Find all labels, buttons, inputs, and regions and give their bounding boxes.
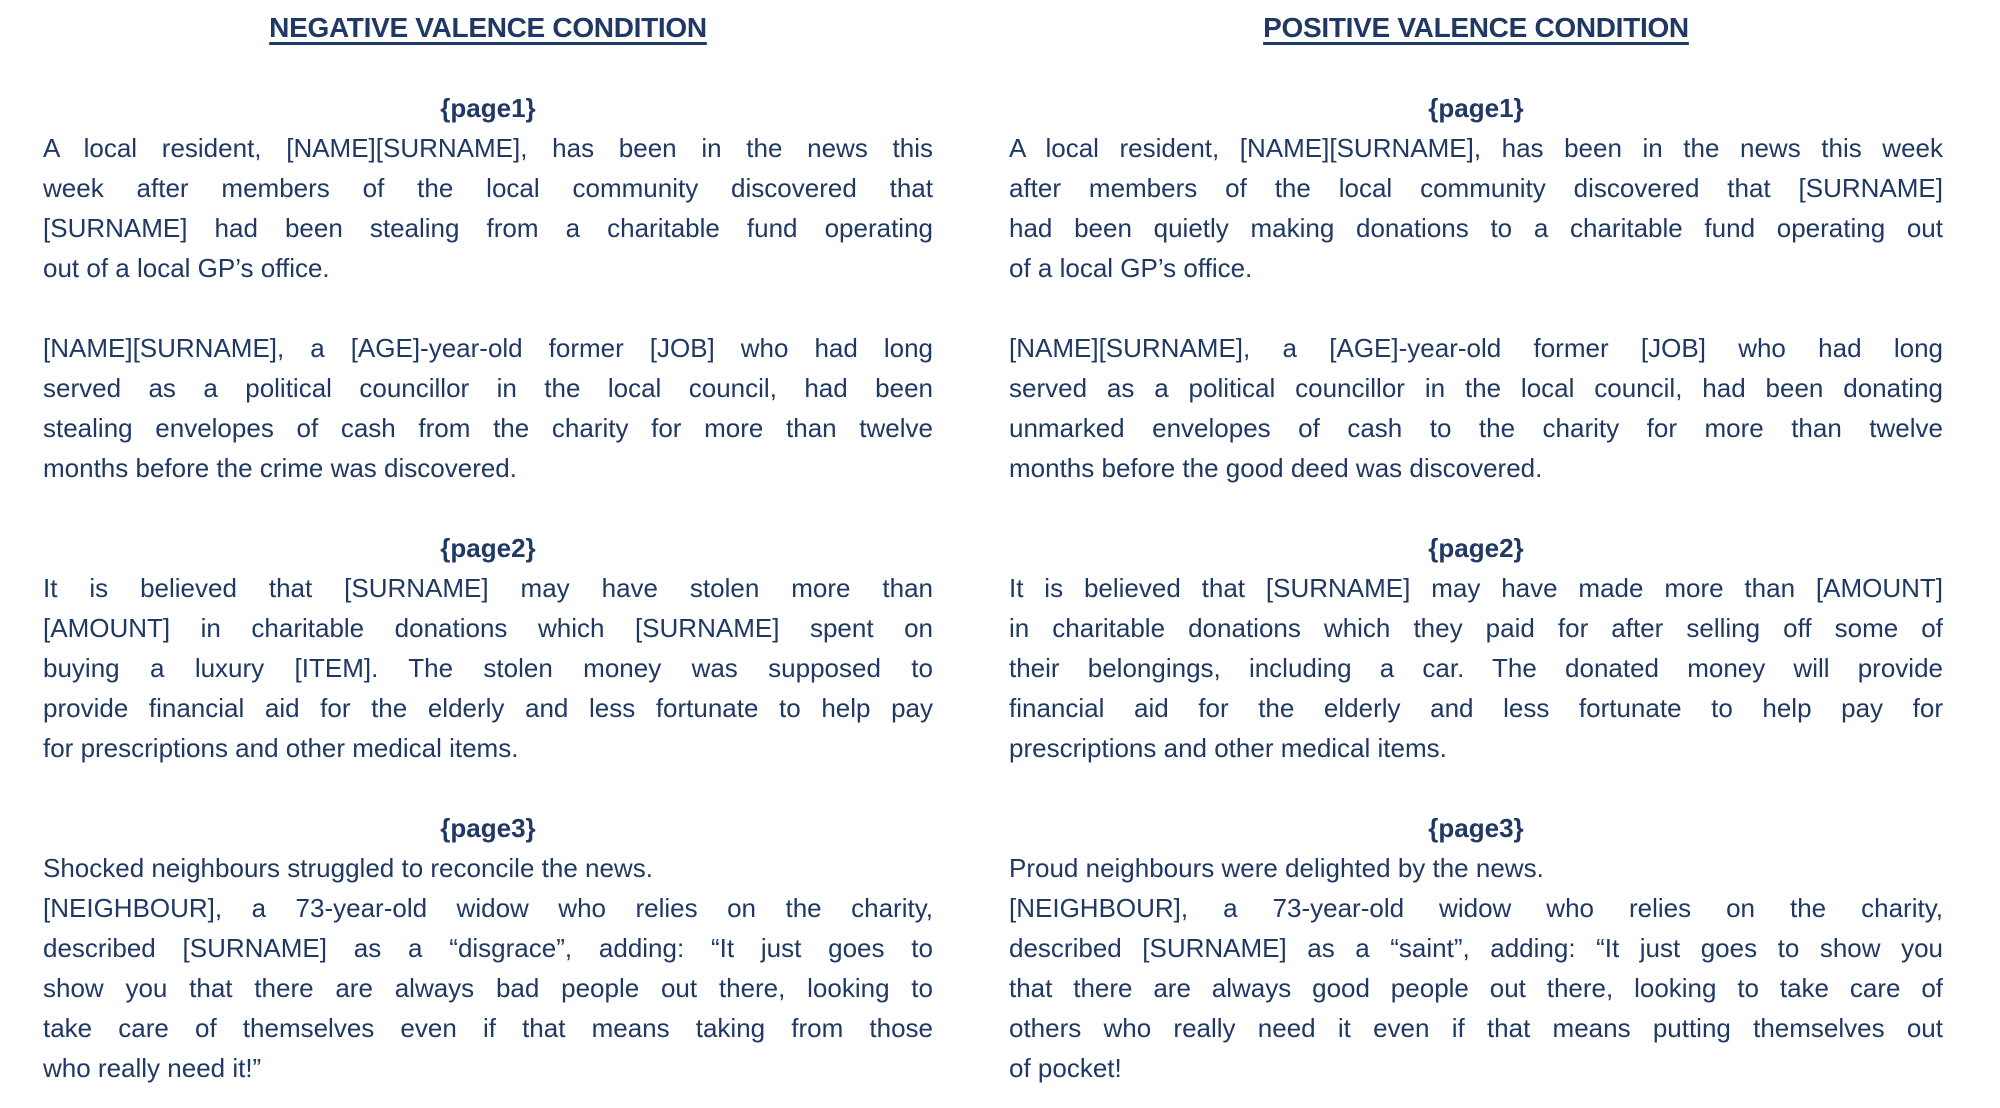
text-line: months before the good deed was discovered. (1009, 453, 1543, 483)
paragraph (1009, 848, 1943, 888)
page-label: {page3} (1428, 813, 1524, 843)
text-line: of pocket! (1009, 1053, 1122, 1083)
text-line: described [SURNAME] as a “disgrace”, adding: “It just goes to (43, 933, 933, 963)
page-label: {page3} (440, 813, 536, 843)
text-line: stealing envelopes of cash from the charity for more than twelve (43, 413, 933, 443)
paragraph (43, 888, 933, 1088)
text-line: show you that there are always bad people out there, looking to (43, 973, 933, 1003)
paragraph (1009, 888, 1943, 1088)
text-line: described [SURNAME] as a “saint”, adding: “It just goes to show you (1009, 933, 1943, 963)
text-line: A local resident, [NAME][SURNAME], has been in the news this (43, 133, 933, 163)
text-line: Proud neighbours were delighted by the news. (1009, 853, 1544, 883)
text-line: [AMOUNT] in charitable donations which [SURNAME] spent on (43, 613, 933, 643)
paragraph (1009, 328, 1943, 488)
text-line: out of a local GP’s office. (43, 253, 330, 283)
text-line: months before the crime was discovered. (43, 453, 517, 483)
page-label: {page2} (1428, 533, 1524, 563)
text-line: [NAME][SURNAME], a [AGE]-year-old former [JOB] who had long (1009, 333, 1943, 363)
section-page1 (1009, 88, 1943, 488)
text-line: others who really need it even if that means putting themselves out (1009, 1013, 1943, 1043)
text-line: their belongings, including a car. The donated money will provide (1009, 653, 1943, 683)
text-line: It is believed that [SURNAME] may have made more than [AMOUNT] (1009, 573, 1943, 603)
text-line: in charitable donations which they paid for after selling off some of (1009, 613, 1943, 643)
text-line: that there are always good people out there, looking to take care of (1009, 973, 1943, 1003)
text-line: week after members of the local community discovered that (43, 173, 933, 203)
text-line: take care of themselves even if that means taking from those (43, 1013, 933, 1043)
page-label: {page2} (440, 533, 536, 563)
text-line: Shocked neighbours struggled to reconcile the news. (43, 853, 653, 883)
text-line: [NEIGHBOUR], a 73-year-old widow who relies on the charity, (43, 893, 933, 923)
text-line: for prescriptions and other medical items. (43, 733, 519, 763)
text-line: [NAME][SURNAME], a [AGE]-year-old former [JOB] who had long (43, 333, 933, 363)
section-page1 (43, 88, 933, 488)
section-page2 (1009, 528, 1943, 768)
negative-column-title (43, 8, 933, 48)
text-line: served as a political councillor in the local council, had been (43, 373, 933, 403)
text-line: of a local GP’s office. (1009, 253, 1253, 283)
paragraph (43, 568, 933, 768)
text-line: served as a political councillor in the local council, had been donating (1009, 373, 1943, 403)
text-line: after members of the local community discovered that [SURNAME] (1009, 173, 1943, 203)
text-line: It is believed that [SURNAME] may have stolen more than (43, 573, 933, 603)
negative-valence-column (43, 8, 933, 1088)
page-label: {page1} (440, 93, 536, 123)
paragraph (43, 848, 933, 888)
positive-column-body (1009, 88, 1943, 1088)
text-line: had been quietly making donations to a charitable fund operating out (1009, 213, 1943, 243)
page-label: {page1} (1428, 93, 1524, 123)
text-line: prescriptions and other medical items. (1009, 733, 1447, 763)
text-line: [NEIGHBOUR], a 73-year-old widow who relies on the charity, (1009, 893, 1943, 923)
section-page3 (1009, 808, 1943, 1088)
text-line: buying a luxury [ITEM]. The stolen money was supposed to (43, 653, 933, 683)
paragraph (43, 128, 933, 288)
text-line: provide financial aid for the elderly and less fortunate to help pay (43, 693, 933, 723)
negative-column-title-text: NEGATIVE VALENCE CONDITION (269, 12, 707, 43)
text-line: unmarked envelopes of cash to the charity for more than twelve (1009, 413, 1943, 443)
section-page3 (43, 808, 933, 1088)
positive-column-title (1009, 8, 1943, 48)
section-page2 (43, 528, 933, 768)
paragraph (1009, 128, 1943, 288)
text-line: who really need it!” (43, 1053, 262, 1083)
text-line: [SURNAME] had been stealing from a charitable fund operating (43, 213, 933, 243)
paragraph (43, 328, 933, 488)
text-line: financial aid for the elderly and less fortunate to help pay for (1009, 693, 1943, 723)
positive-valence-column (1009, 8, 1943, 1088)
text-line: A local resident, [NAME][SURNAME], has been in the news this week (1009, 133, 1943, 163)
positive-column-title-text: POSITIVE VALENCE CONDITION (1263, 12, 1689, 43)
negative-column-body (43, 88, 933, 1088)
paragraph (1009, 568, 1943, 768)
